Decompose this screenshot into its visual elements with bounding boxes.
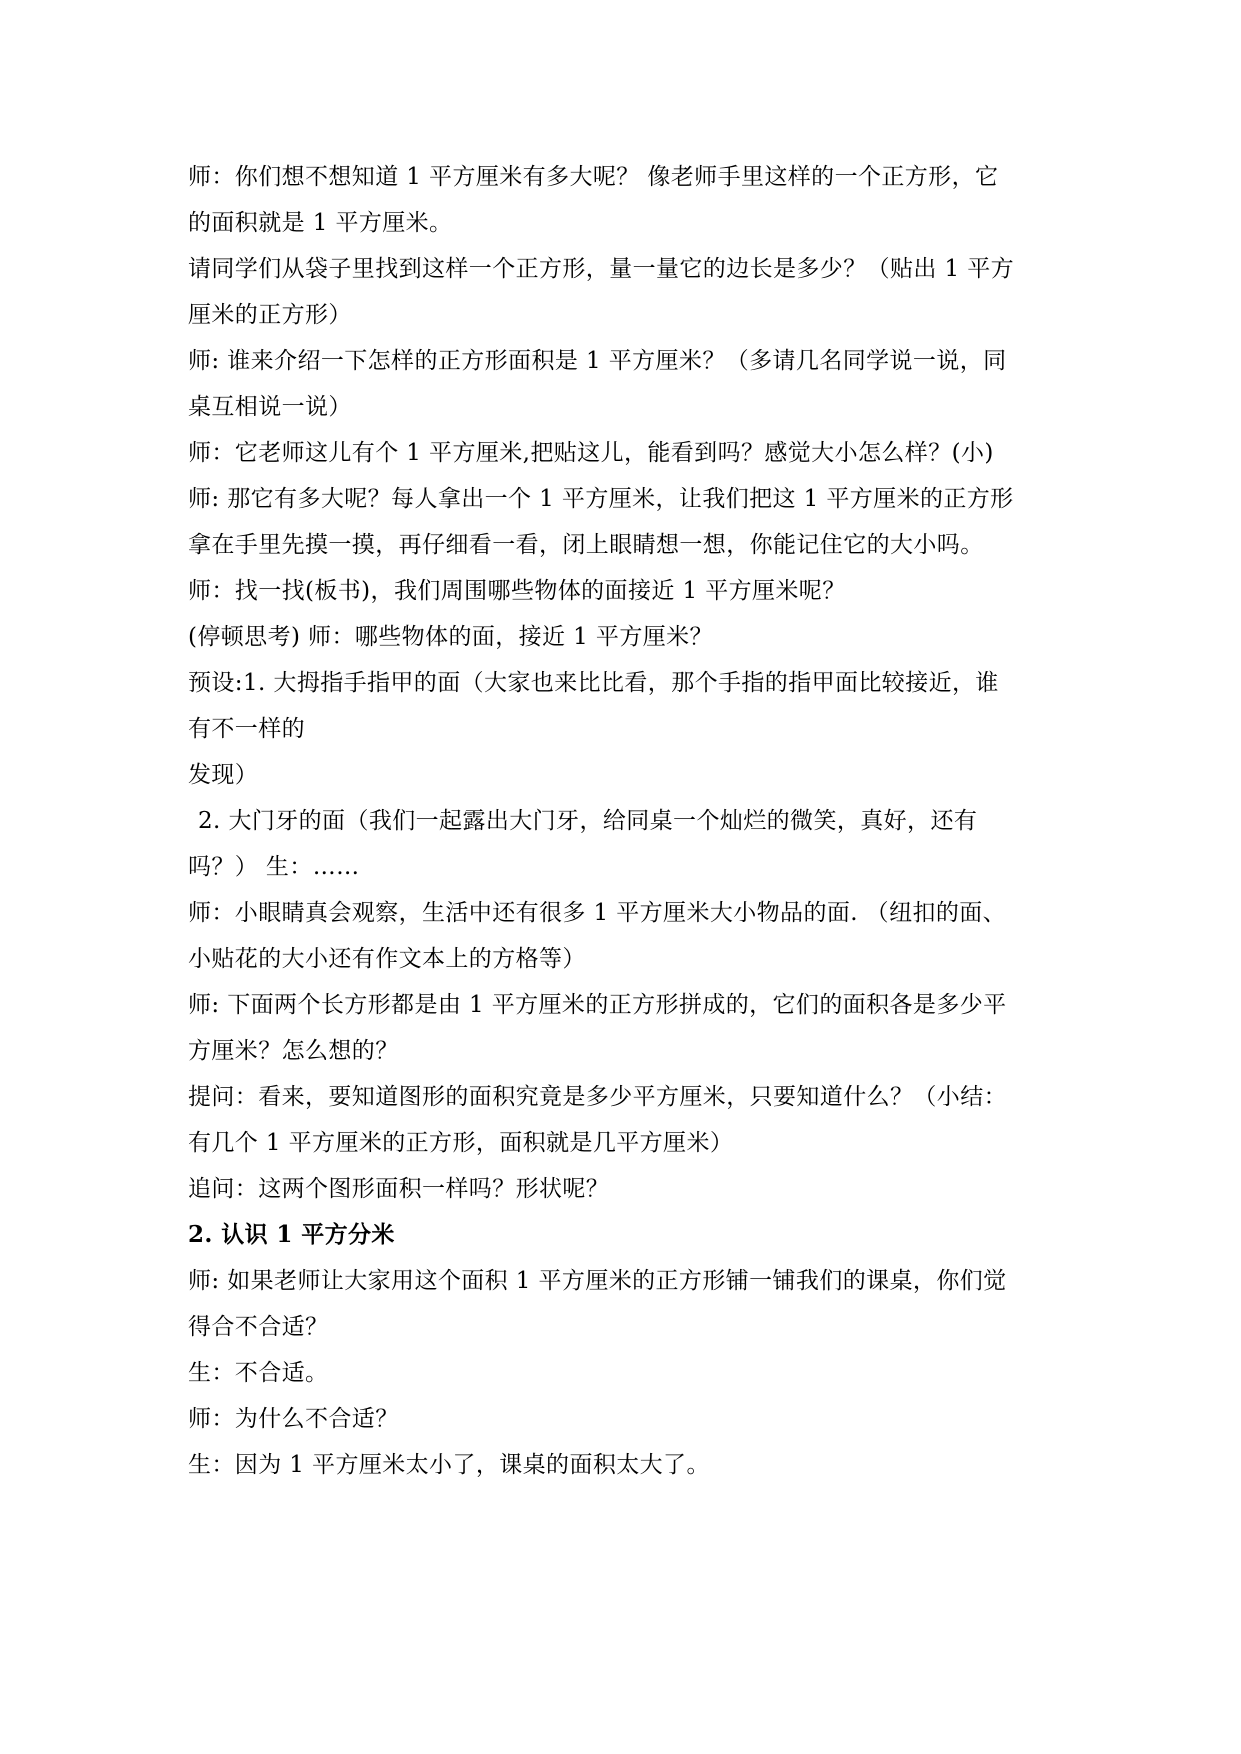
text-line: 提问：看来，要知道图形的面积究竟是多少平方厘米，只要知道什么？（小结： [188,1084,1007,1110]
text-line: 发现） [188,762,259,788]
section-heading: 2. 认识 1 平方分米 [188,1221,395,1248]
text-line: 吗？） 生：…… [188,854,360,880]
text-line: 师：它老师这儿有个 1 平方厘米,把贴这儿，能看到吗？感觉大小怎么样？(小) [188,440,994,466]
text-line: 师：为什么不合适？ [188,1406,399,1432]
text-line: 厘米的正方形） [188,302,352,328]
text-line: 拿在手里先摸一摸，再仔细看一看，闭上眼睛想一想，你能记住它的大小吗。 [188,532,984,558]
text-line: 2. 大门牙的面（我们一起露出大门牙，给同桌一个灿烂的微笑，真好，还有 [198,808,978,834]
text-line: 有几个 1 平方厘米的正方形，面积就是几平方厘米） [188,1130,734,1156]
text-line: 有不一样的 [188,716,305,742]
text-line: 师：找一找(板书)，我们周围哪些物体的面接近 1 平方厘米呢？ [188,578,846,604]
text-line: 得合不合适？ [188,1314,329,1340]
text-line: 的面积就是 1 平方厘米。 [188,210,453,236]
text-line: 方厘米？怎么想的？ [188,1038,399,1064]
text-line: 桌互相说一说） [188,394,352,420]
text-line: (停顿思考) 师：哪些物体的面，接近 1 平方厘米？ [188,624,713,650]
text-line: 师：你们想不想知道 1 平方厘米有多大呢？ 像老师手里这样的一个正方形，它 [188,164,999,190]
text-line: 小贴花的大小还有作文本上的方格等） [188,946,586,972]
text-line: 师：小眼睛真会观察，生活中还有很多 1 平方厘米大小物品的面. （纽扣的面、 [188,900,1007,926]
text-line: 预设:1. 大拇指手指甲的面（大家也来比比看，那个手指的指甲面比较接近，谁 [188,670,999,696]
text-line: 请同学们从袋子里找到这样一个正方形，量一量它的边长是多少？（贴出 1 平方 [188,256,1015,282]
text-line: 师: 如果老师让大家用这个面积 1 平方厘米的正方形铺一铺我们的课桌，你们觉 [188,1268,1007,1294]
text-line: 生：因为 1 平方厘米太小了，课桌的面积太大了。 [188,1452,710,1478]
text-line: 追问：这两个图形面积一样吗？形状呢？ [188,1176,610,1202]
text-line: 师: 那它有多大呢？每人拿出一个 1 平方厘米，让我们把这 1 平方厘米的正方形 [188,486,1014,512]
document-body [188,154,1058,1488]
text-line: 师: 下面两个长方形都是由 1 平方厘米的正方形拼成的，它们的面积各是多少平 [188,992,1007,1018]
text-line: 师: 谁来介绍一下怎样的正方形面积是 1 平方厘米？（多请几名同学说一说，同 [188,348,1007,374]
text-line: 生：不合适。 [188,1360,329,1386]
